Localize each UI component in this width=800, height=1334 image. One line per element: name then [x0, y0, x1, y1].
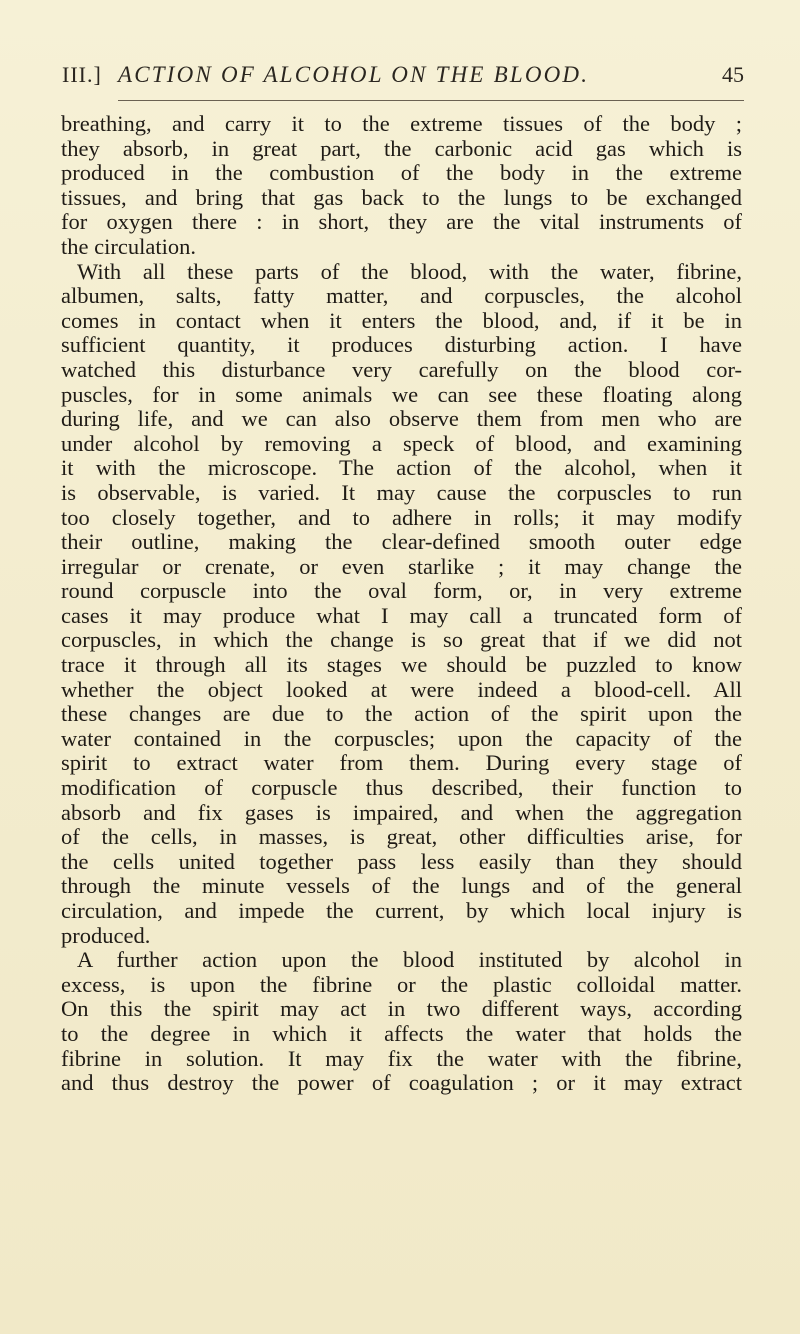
text-line: modification of corpuscle thus described, their function to: [61, 775, 742, 801]
text-line: for oxygen there : in short, they are the vital instruments of: [61, 209, 742, 235]
text-line: produced in the combustion of the body in the extreme: [61, 160, 742, 186]
text-line: these changes are due to the action of the spirit upon the: [61, 701, 742, 727]
text-line: the cells united together pass less easily than they should: [61, 848, 742, 874]
text-line: of the cells, in masses, is great, other difficulties arise, for: [61, 824, 742, 850]
body-text: [61, 112, 742, 1096]
text-line: With all these parts of the blood, with the water, fibrine,: [77, 258, 742, 284]
text-line: irregular or crenate, or even starlike ; it may change the: [61, 553, 742, 579]
text-line: during life, and we can also observe them from men who are: [61, 406, 742, 432]
text-line: circulation, and impede the current, by which local injury is: [61, 898, 742, 923]
text-line: corpuscles, in which the change is so great that if we did not: [61, 627, 742, 653]
text-line: breathing, and carry it to the extreme tissues of the body ;: [61, 111, 742, 136]
text-line: absorb and fix gases is impaired, and when the aggregation: [61, 799, 742, 825]
text-line: under alcohol by removing a speck of blood, and examining: [61, 430, 742, 456]
header-rule: [118, 100, 744, 101]
text-line: fibrine in solution. It may fix the water with the fibrine,: [61, 1045, 742, 1071]
text-line: comes in contact when it enters the blood, and, if it be in: [61, 307, 742, 333]
text-line: to the degree in which it affects the water that holds the: [61, 1020, 742, 1046]
page-number: 45: [722, 62, 744, 87]
running-header: [62, 62, 744, 96]
text-line: round corpuscle into the oval form, or, in very extreme: [61, 578, 742, 604]
text-line: it with the microscope. The action of the alcohol, when it: [61, 455, 742, 481]
text-line: albumen, salts, fatty matter, and corpuscles, the alcohol: [61, 283, 742, 309]
text-line: the circulation.: [61, 233, 196, 259]
text-line: excess, is upon the fibrine or the plastic colloidal matter.: [61, 971, 742, 997]
text-line: A further action upon the blood instituted by alcohol in: [77, 947, 742, 973]
text-line: is observable, is varied. It may cause the corpuscles to run: [61, 479, 742, 505]
text-line: puscles, for in some animals we can see these floating along: [61, 381, 742, 407]
text-line: trace it through all its stages we should be puzzled to know: [61, 652, 742, 678]
text-line: their outline, making the clear-defined smooth outer edge: [61, 529, 742, 555]
text-line: water contained in the corpuscles; upon the capacity of the: [61, 725, 742, 751]
text-line: through the minute vessels of the lungs and of the general: [61, 873, 742, 899]
text-line: too closely together, and to adhere in rolls; it may modify: [61, 504, 742, 530]
text-line: spirit to extract water from them. During every stage of: [61, 750, 742, 776]
text-line: On this the spirit may act in two different ways, according: [61, 996, 742, 1022]
text-line: cases it may produce what I may call a truncated form of: [61, 602, 742, 628]
text-line: tissues, and bring that gas back to the lungs to be exchanged: [61, 184, 742, 210]
text-line: watched this disturbance very carefully on the blood cor-: [61, 356, 742, 382]
text-line: they absorb, in great part, the carbonic acid gas which is: [61, 135, 742, 161]
chapter-number: III.]: [62, 62, 102, 87]
text-line: and thus destroy the power of coagulation ; or it may extract: [61, 1070, 742, 1096]
text-line: sufficient quantity, it produces disturbing action. I have: [61, 332, 742, 358]
text-line: produced.: [61, 922, 151, 948]
running-title: ACTION OF ALCOHOL ON THE BLOOD.: [118, 62, 590, 87]
text-line: whether the object looked at were indeed a blood-cell. All: [61, 676, 742, 702]
